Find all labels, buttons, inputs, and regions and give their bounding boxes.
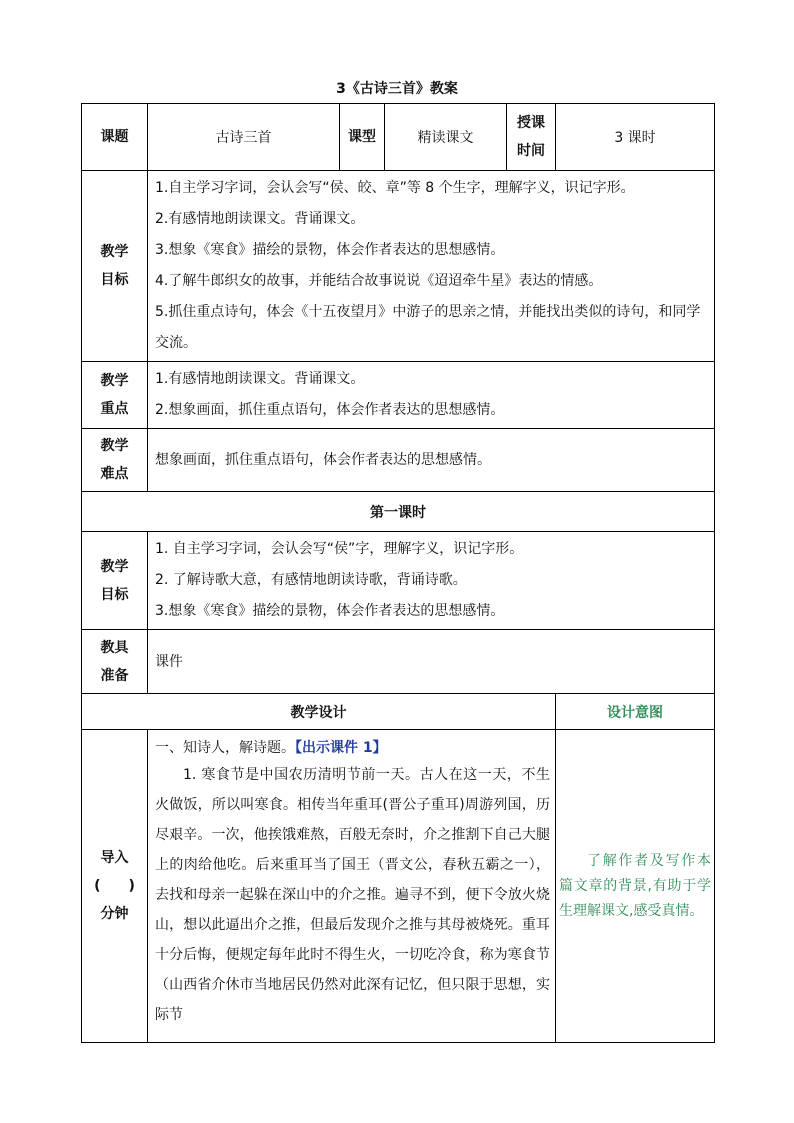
time-label-line-2: 时间: [517, 143, 545, 159]
intro-section-label: [82, 730, 148, 1043]
tools-label-line-1: 教具: [100, 639, 129, 656]
key-points-label-line-2: 重点: [100, 401, 129, 417]
step-heading: [155, 736, 550, 760]
first-lesson-heading: 第一课时: [82, 492, 715, 532]
intent-heading: 设计意图: [556, 694, 715, 730]
intent-text: 了解作者及写作本篇文章的背景,有助于学生理解课文,感受真情。: [559, 852, 712, 919]
document-title: 3《古诗三首》教案: [336, 81, 458, 97]
courseware-reference: 【出示课件 1】: [295, 740, 387, 756]
goal-item: 4.了解牛郎织女的故事，并能结合故事说说《迢迢牵牛星》表达的情感。: [155, 273, 603, 289]
header-row: [82, 104, 715, 171]
time-value: 3 课时: [556, 104, 715, 171]
difficulties-label: [82, 429, 148, 492]
goal-item: 3.想象《寒食》描绘的景物，体会作者表达的思想感情。: [155, 242, 505, 258]
lesson-goals-label-line-2: 目标: [100, 586, 129, 603]
difficulties-label-line-1: 教学: [100, 438, 129, 454]
key-points-label-line-1: 教学: [100, 373, 129, 389]
intro-label-line-2: ( ): [94, 878, 135, 894]
difficulties-label-line-2: 难点: [100, 466, 129, 482]
lesson-goal-item: 3.想象《寒食》描绘的景物，体会作者表达的思想感情。: [155, 603, 505, 619]
lesson-goal-item: 1. 自主学习字词，会认会写“侯”字，理解字义，识记字形。: [155, 541, 524, 557]
lesson-goal-item: 2. 了解诗歌大意，有感情地朗读诗歌，背诵诗歌。: [155, 572, 467, 588]
lesson-goals-list: [148, 532, 715, 630]
type-label: 课型: [340, 104, 385, 171]
goals-list: [148, 171, 715, 362]
key-points-row: [82, 362, 715, 429]
key-points-list: [148, 362, 715, 429]
goals-label: [82, 171, 148, 362]
time-label: [507, 104, 556, 171]
tools-value: 课件: [148, 630, 715, 694]
design-header-row: [82, 694, 715, 730]
lesson-goals-label-line-1: 教学: [100, 558, 129, 575]
tools-label: [82, 630, 148, 694]
lesson-goals-label: [82, 532, 148, 630]
goal-item: 2.有感情地朗读课文。背诵课文。: [155, 211, 365, 227]
design-body-row: [82, 730, 715, 1043]
difficulties-row: [82, 429, 715, 492]
intent-content: [556, 730, 715, 1043]
lesson-goals-row: [82, 532, 715, 630]
type-value: 精读课文: [385, 104, 507, 171]
course-label: 课题: [82, 104, 148, 171]
step-title: 一、知诗人，解诗题。: [155, 740, 295, 756]
goals-label-line-2: 目标: [100, 272, 129, 288]
tools-row: [82, 630, 715, 694]
lesson-plan-table: [81, 103, 715, 1043]
key-point-item: 1.有感情地朗读课文。背诵课文。: [155, 371, 365, 387]
goal-item: 5.抓住重点诗句，体会《十五夜望月》中游子的思亲之情，并能找出类似的诗句，和同学交流。: [155, 304, 701, 351]
design-heading: 教学设计: [82, 694, 556, 730]
first-lesson-row: [82, 492, 715, 532]
goals-row: [82, 171, 715, 362]
intro-label-line-3: 分钟: [100, 906, 129, 922]
key-points-label: [82, 362, 148, 429]
design-content: [148, 730, 556, 1043]
design-paragraph: 1. 寒食节是中国农历清明节前一天。古人在这一天，不生火做饭，所以叫寒食。相传当年重耳(晋公子重耳)周游列国，历尽艰辛。一次，他挨饿难熬，百般无奈时，介之推割下自己大腿上的肉给他吃。后来重耳当了国王（晋文公，春秋五霸之一），去找和母亲一起躲在深山中的介之推。遍寻不到，便下令放火烧山，想以此逼出介之推，但最后发现介之推与其母被烧死。重耳十分后悔，便规定每年此时不得生火，一切吃冷食，称为寒食节（山西省介休市当地居民仍然对此深有记忆，但只限于思想，实际节: [155, 767, 550, 1023]
difficulties-text: 想象画面，抓住重点语句，体会作者表达的思想感情。: [148, 429, 715, 492]
course-value: 古诗三首: [148, 104, 340, 171]
intro-label-line-1: 导入: [100, 850, 129, 866]
goal-item: 1.自主学习字词，会认会写“侯、皎、章”等 8 个生字，理解字义，识记字形。: [155, 180, 635, 196]
goals-label-line-1: 教学: [100, 244, 129, 260]
key-point-item: 2.想象画面，抓住重点语句，体会作者表达的思想感情。: [155, 402, 505, 418]
tools-label-line-2: 准备: [100, 667, 129, 684]
time-label-line-1: 授课: [517, 115, 545, 131]
